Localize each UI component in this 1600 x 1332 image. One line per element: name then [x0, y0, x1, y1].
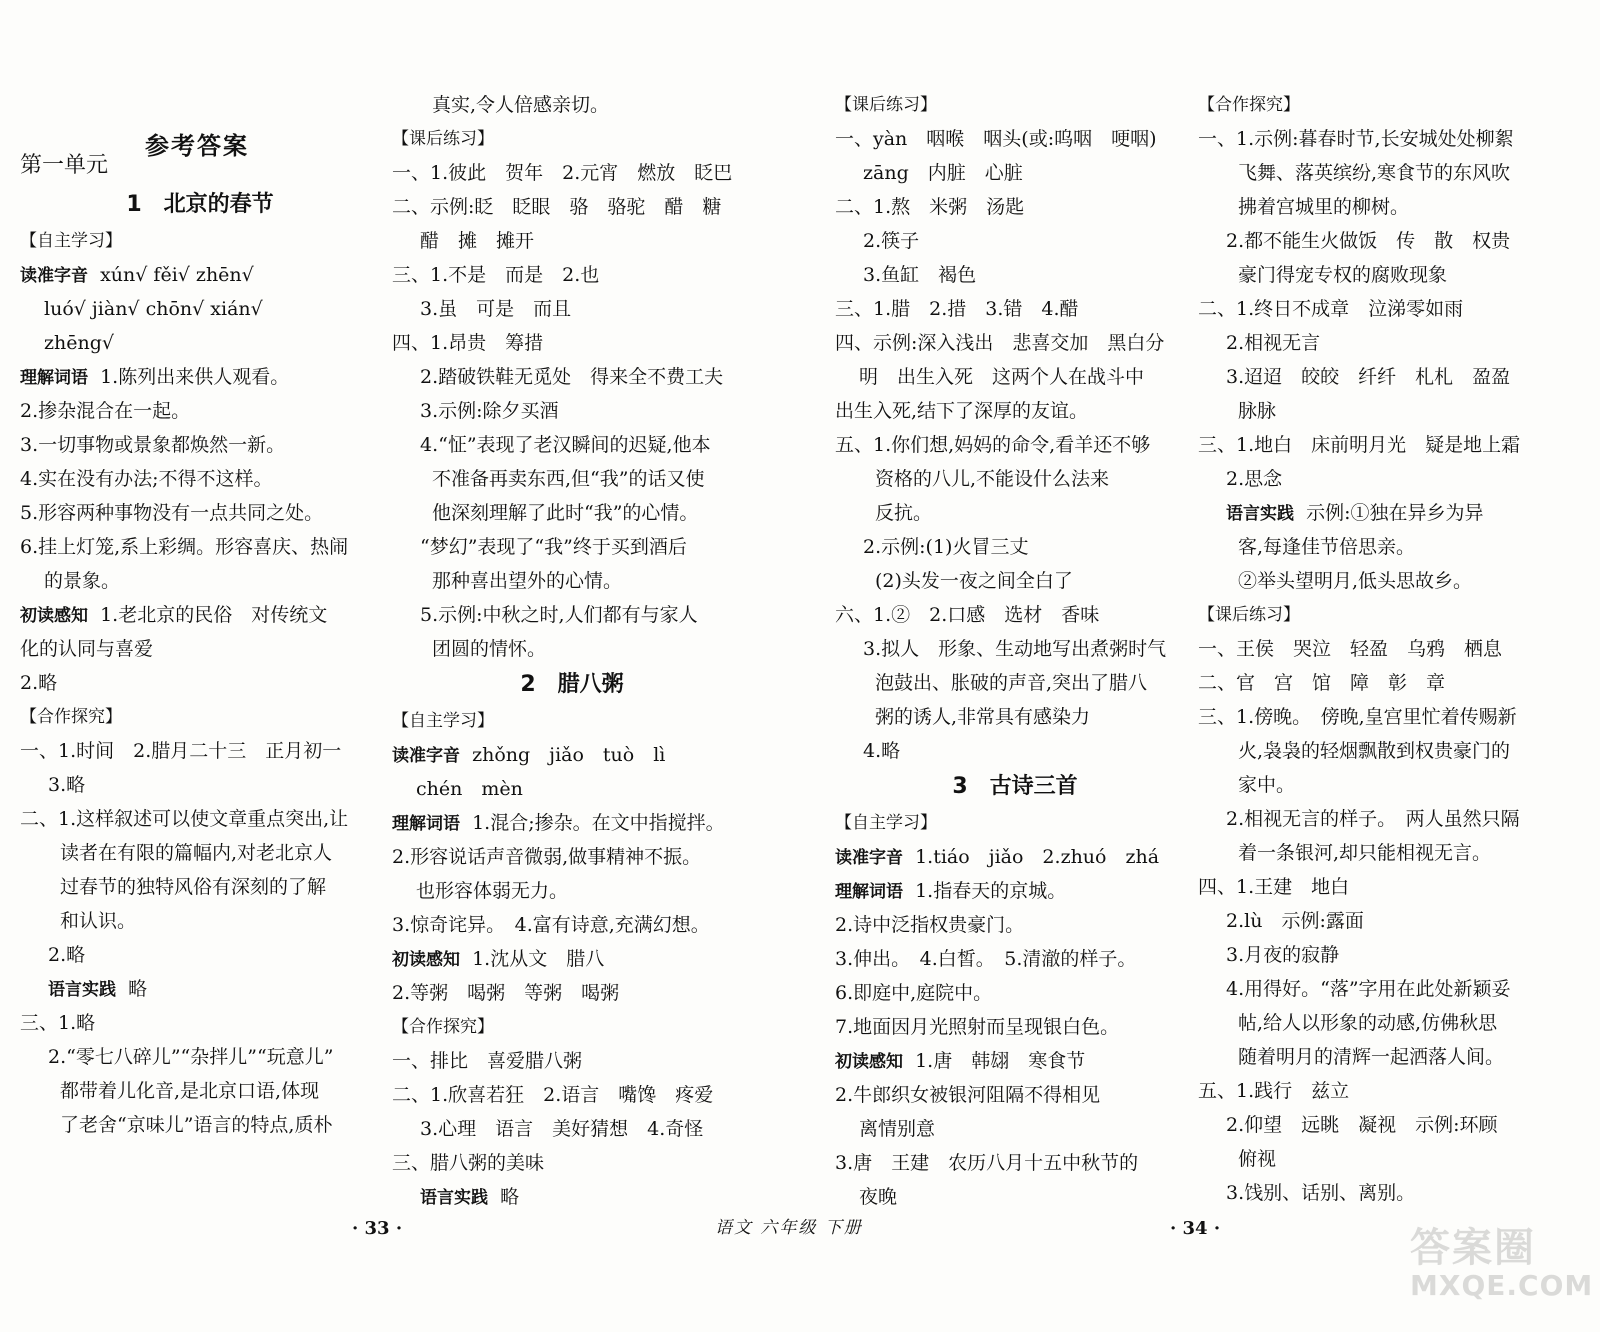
answer-line: 2.诗中泛指权贵豪门。 — [835, 914, 1025, 936]
answer-line: 一、yàn 咽喉 咽头(或:呜咽 哽咽) — [835, 128, 1157, 150]
answer-line: 2.踏破铁鞋无觅处 得来全不费工夫 — [420, 366, 724, 388]
answer-label: 语言实践 — [420, 1188, 488, 1208]
answer-label: 读准字音 — [835, 848, 903, 868]
answer-line: 飞舞、落英缤纷,寒食节的东风吹 — [1238, 162, 1511, 184]
answer-line: 二、官 宫 馆 障 彰 章 — [1198, 672, 1446, 694]
answer-label: 初读感知 — [835, 1052, 903, 1072]
answer-line: 二、1.熬 米粥 汤匙 — [835, 196, 1025, 218]
section-heading: 【自主学习】 — [835, 813, 937, 833]
answer-line: 2.形容说话声音微弱,做事精神不振。 — [392, 846, 702, 868]
answer-line: 过春节的独特风俗有深刻的了解 — [60, 876, 327, 898]
answer-text: 1.混合;掺杂。在文中指搅拌。 — [472, 812, 725, 834]
lesson-title: 2 腊八粥 — [520, 672, 624, 697]
watermark-logo — [1410, 1216, 1594, 1316]
answer-line: 粥的诱人,非常具有感染力 — [875, 706, 1091, 728]
watermark-text: 答案圈 — [1410, 1225, 1536, 1271]
answer-text: 略 — [128, 978, 148, 1000]
answer-line: 五、1.你们想,妈妈的命令,看羊还不够 — [835, 434, 1151, 456]
answer-line: 2.略 — [48, 944, 86, 966]
answer-line: 3.鱼缸 褐色 — [863, 264, 977, 286]
answer-text: 1.陈列出来供人观看。 — [100, 366, 290, 388]
answer-line: 二、1.终日不成章 泣涕零如雨 — [1198, 298, 1464, 320]
answer-line: 也形容体弱无力。 — [416, 880, 569, 902]
answer-label: 初读感知 — [20, 606, 88, 626]
answer-line: 3.唐 王建 农历八月十五中秋节的 — [835, 1152, 1139, 1174]
answer-line: 拂着宫城里的柳树。 — [1238, 196, 1410, 218]
answer-line: 三、1.腊 2.措 3.错 4.醋 — [835, 298, 1079, 320]
answer-line — [20, 972, 380, 1006]
answer-line: 随着明月的清辉一起洒落人间。 — [1238, 1046, 1505, 1068]
column-4 — [1198, 88, 1558, 1210]
section-heading: 【课后练习】 — [835, 95, 937, 115]
answer-line: 五、1.践行 兹立 — [1198, 1080, 1350, 1102]
answer-line: 四、示例:深入浅出 悲喜交加 黑白分 — [835, 332, 1165, 354]
answer-line: 真实,令人倍感亲切。 — [432, 94, 610, 116]
section-heading: 【自主学习】 — [392, 711, 494, 731]
answer-line: 3.月夜的寂静 — [1226, 944, 1340, 966]
answer-line: 3.略 — [48, 774, 86, 796]
answer-line: 帖,给人以形象的动感,仿佛秋思 — [1238, 1012, 1498, 1034]
answer-line: 明 出生入死 这两个人在战斗中 — [859, 366, 1145, 388]
answer-line: 2.等粥 喝粥 等粥 喝粥 — [392, 982, 620, 1004]
watermark-url: MXQE.COM — [1410, 1269, 1594, 1302]
answer-line: 了老舍“京味儿”语言的特点,质朴 — [60, 1114, 333, 1136]
answer-line: zāng 内脏 心脏 — [863, 162, 1023, 184]
answer-line: 2.仰望 远眺 凝视 示例:环顾 — [1226, 1114, 1498, 1136]
answer-line: 二、1.这样叙述可以使文章重点突出,让 — [20, 808, 349, 830]
answer-line: 一、排比 喜爱腊八粥 — [392, 1050, 583, 1072]
answer-line: 3.迢迢 皎皎 纤纤 札札 盈盈 — [1226, 366, 1511, 388]
answer-line: 团圆的情怀。 — [432, 638, 547, 660]
answer-line: 读者在有限的篇幅内,对老北京人 — [60, 842, 333, 864]
answer-line: 不准备再卖东西,但“我”的话又使 — [432, 468, 705, 490]
column-3 — [835, 88, 1195, 1214]
answer-line: 2.相视无言 — [1226, 332, 1321, 354]
answer-line: 泡鼓出、胀破的声音,突出了腊八 — [875, 672, 1148, 694]
answer-line: (2)头发一夜之间全白了 — [875, 570, 1073, 592]
answer-line: 离情别意 — [859, 1118, 936, 1140]
answer-line: 3.饯别、话别、离别。 — [1226, 1182, 1416, 1204]
pinyin-answer: luó√ jiàn√ chōn√ xián√ — [44, 298, 263, 320]
answer-line: 和认识。 — [60, 910, 137, 932]
answer-line: 一、1.示例:暮春时节,长安城处处柳絮 — [1198, 128, 1514, 150]
answer-line: 三、1.略 — [20, 1012, 96, 1034]
answer-line: 2.lù 示例:露面 — [1226, 910, 1364, 932]
answer-line: 豪门得宠专权的腐败现象 — [1238, 264, 1448, 286]
answer-line: 三、1.不是 而是 2.也 — [392, 264, 600, 286]
answer-line: 家中。 — [1238, 774, 1296, 796]
answer-line: 二、1.欣喜若狂 2.语言 嘴馋 疼爱 — [392, 1084, 714, 1106]
answer-line: 一、王侯 哭泣 轻盈 乌鸦 栖息 — [1198, 638, 1503, 660]
answer-line: 3.虽 可是 而且 — [420, 298, 572, 320]
answer-line: 7.地面因月光照射而呈现银白色。 — [835, 1016, 1120, 1038]
answer-line: 出生入死,结下了深厚的友谊。 — [835, 400, 1089, 422]
answer-line: “梦幻”表现了“我”终于买到酒后 — [420, 536, 687, 558]
page-number-left: · 33 · — [352, 1218, 403, 1239]
answer-line: 他深刻理解了此时“我”的心情。 — [432, 502, 699, 524]
answer-line: 2.相视无言的样子。 两人虽然只隔 — [1226, 808, 1520, 830]
answer-text: 1.沈从文 腊八 — [472, 948, 605, 970]
answer-line: 醋 摊 摊开 — [420, 230, 535, 252]
answer-line: 6.即庭中,庭院中。 — [835, 982, 993, 1004]
answer-line: 俯视 — [1238, 1148, 1277, 1170]
answer-line: 5.形容两种事物没有一点共同之处。 — [20, 502, 324, 524]
answer-line: 3.一切事物或景象都焕然一新。 — [20, 434, 286, 456]
answer-label: 理解词语 — [20, 368, 88, 388]
answer-line: 2.牛郎织女被银河阻隔不得相见 — [835, 1084, 1101, 1106]
answer-line: 火,袅袅的轻烟飘散到权贵豪门的 — [1238, 740, 1511, 762]
answer-line: 一、1.时间 2.腊月二十三 正月初一 — [20, 740, 342, 762]
column-1 — [20, 120, 380, 1142]
section-heading: 【合作探究】 — [20, 707, 122, 727]
answer-text: 示例:①独在异乡为异 — [1306, 502, 1484, 524]
answer-line: 六、1.② 2.口感 选材 香味 — [835, 604, 1100, 626]
answer-line — [20, 360, 380, 394]
answer-line: 客,每逢佳节倍思亲。 — [1238, 536, 1416, 558]
answer-line: 2.示例:(1)火冒三丈 — [863, 536, 1029, 558]
answer-line — [1198, 496, 1558, 530]
answer-line: 都带着儿化音,是北京口语,体现 — [60, 1080, 320, 1102]
answer-line: 着一条银河,却只能相视无言。 — [1238, 842, 1492, 864]
section-heading: 【合作探究】 — [392, 1017, 494, 1037]
book-footer-label: 语文 六年级 下册 — [715, 1218, 863, 1238]
answer-line — [835, 840, 1195, 874]
answer-line: 5.示例:中秋之时,人们都有与家人 — [420, 604, 698, 626]
section-heading: 【课后练习】 — [392, 129, 494, 149]
lesson-title: 3 古诗三首 — [952, 774, 1078, 799]
answer-text: 1.指春天的京城。 — [915, 880, 1067, 902]
answer-line: 一、1.彼此 贺年 2.元宵 燃放 眨巴 — [392, 162, 733, 184]
answer-label: 读准字音 — [20, 266, 88, 286]
answer-line: 三、腊八粥的美味 — [392, 1152, 545, 1174]
answer-label: 理解词语 — [392, 814, 460, 834]
answer-line: 2.掺杂混合在一起。 — [20, 400, 191, 422]
answer-line — [392, 806, 752, 840]
answer-line: 脉脉 — [1238, 400, 1277, 422]
answer-label: 初读感知 — [392, 950, 460, 970]
answer-line: 那种喜出望外的心情。 — [432, 570, 623, 592]
answer-line: 三、1.傍晚。 傍晚,皇宫里忙着传赐新 — [1198, 706, 1517, 728]
answer-label: 读准字音 — [392, 746, 460, 766]
answer-text: 1.唐 韩翃 寒食节 — [915, 1050, 1086, 1072]
pinyin-answer: zhǒng jiǎo tuò lì — [472, 744, 666, 766]
unit-heading: 第一单元 — [20, 153, 109, 178]
answer-line: 3.示例:除夕买酒 — [420, 400, 559, 422]
answer-line: 2.都不能生火做饭 传 散 权贵 — [1226, 230, 1511, 252]
answer-label: 理解词语 — [835, 882, 903, 902]
answer-line: 4.“怔”表现了老汉瞬间的迟疑,他本 — [420, 434, 711, 456]
pinyin-answer: chén mèn — [416, 778, 523, 800]
answer-line — [392, 942, 752, 976]
answer-line: 的景象。 — [44, 570, 121, 592]
answer-text: 1.老北京的民俗 对传统文 — [100, 604, 328, 626]
page-title: 参考答案 — [145, 132, 249, 160]
answer-line: 3.拟人 形象、生动地写出煮粥时气 — [863, 638, 1167, 660]
lesson-title: 1 北京的春节 — [126, 192, 274, 217]
answer-line: 2.略 — [20, 672, 58, 694]
answer-line: 4.实在没有办法;不得不这样。 — [20, 468, 273, 490]
answer-line — [20, 258, 380, 292]
answer-label: 语言实践 — [48, 980, 116, 1000]
section-heading: 【课后练习】 — [1198, 605, 1300, 625]
answer-line: 四、1.王建 地白 — [1198, 876, 1350, 898]
answer-line: 6.挂上灯笼,系上彩绸。形容喜庆、热闹 — [20, 536, 349, 558]
answer-line — [392, 1180, 752, 1214]
answer-line: 2.筷子 — [863, 230, 920, 252]
section-heading: 【自主学习】 — [20, 231, 122, 251]
answer-line — [835, 1044, 1195, 1078]
answer-line: 3.惊奇诧异。 4.富有诗意,充满幻想。 — [392, 914, 710, 936]
answer-line: 资格的八儿,不能设什么法来 — [875, 468, 1110, 490]
pinyin-answer: xún√ fěi√ zhēn√ — [100, 264, 254, 286]
answer-label: 语言实践 — [1226, 504, 1294, 524]
answer-line: 二、示例:眨 眨眼 骆 骆驼 醋 糖 — [392, 196, 722, 218]
pinyin-answer: 1.tiáo jiǎo 2.zhuó zhá — [915, 846, 1160, 868]
column-2 — [392, 88, 752, 1214]
answer-line: 夜晚 — [859, 1186, 898, 1208]
answer-line: 3.心理 语言 美好猜想 4.奇怪 — [420, 1118, 704, 1140]
section-heading: 【合作探究】 — [1198, 95, 1300, 115]
answer-line: 4.用得好。“落”字用在此处新颖妥 — [1226, 978, 1511, 1000]
page-number-right: · 34 · — [1170, 1218, 1221, 1239]
answer-line: 4.略 — [863, 740, 901, 762]
answer-line — [392, 738, 752, 772]
pinyin-answer: zhēng√ — [44, 332, 114, 354]
answer-line: 3.伸出。 4.白皙。 5.清澈的样子。 — [835, 948, 1137, 970]
answer-text: 略 — [500, 1186, 520, 1208]
answer-line: 2.“零七八碎儿”“杂拌儿”“玩意儿” — [48, 1046, 334, 1068]
answer-line: 反抗。 — [875, 502, 933, 524]
answer-line: 2.思念 — [1226, 468, 1283, 490]
answer-line — [20, 598, 380, 632]
answer-line: 四、1.昂贵 筹措 — [392, 332, 544, 354]
answer-line: 化的认同与喜爱 — [20, 638, 154, 660]
answer-line — [835, 874, 1195, 908]
answer-line: 三、1.地白 床前明月光 疑是地上霜 — [1198, 434, 1521, 456]
answer-line: ②举头望明月,低头思故乡。 — [1238, 570, 1473, 592]
